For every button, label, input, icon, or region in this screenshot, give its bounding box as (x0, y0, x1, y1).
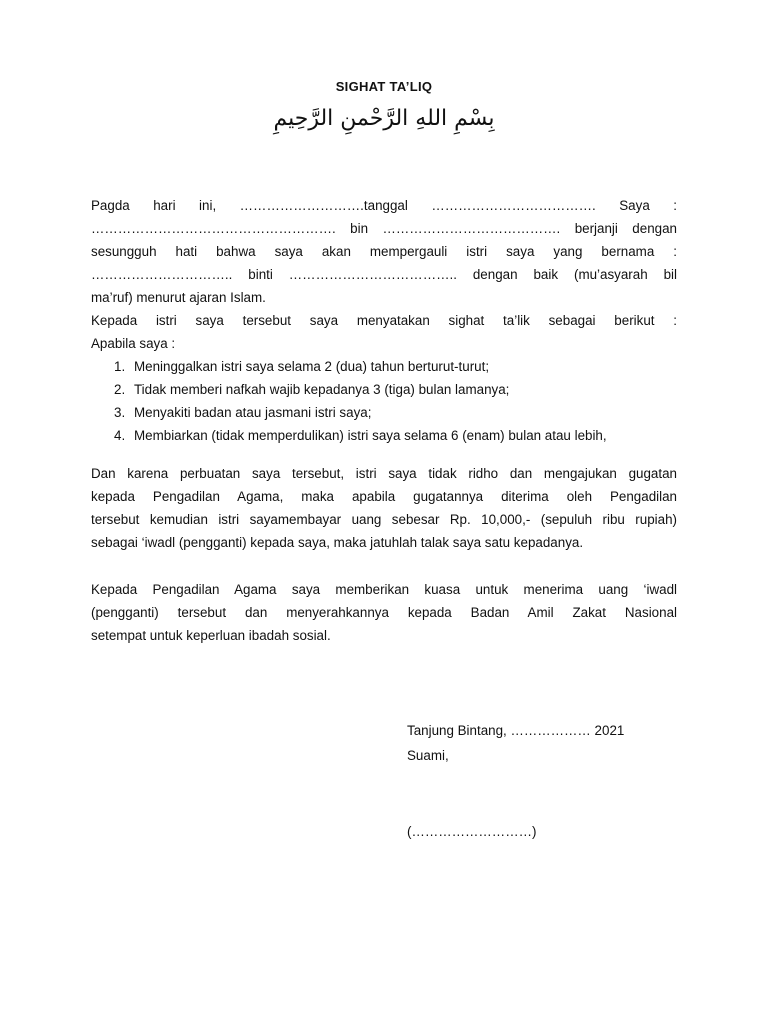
signature-role: Suami, (407, 748, 449, 763)
paragraph-line: ………………………….. binti ……………………………….. dengan baik (mu’asyarah bil (91, 267, 677, 282)
paragraph-line: sebagai ‘iwadl (pengganti) kepada saya, maka jatuhlah talak saya satu kepadanya. (91, 535, 584, 550)
list-number: 3. (114, 405, 126, 420)
power-of-attorney-paragraph (91, 578, 677, 647)
paragraph-line: ma’ruf) menurut ajaran Islam. (91, 290, 266, 305)
list-number: 1. (114, 359, 126, 374)
paragraph-line: Apabila saya : (91, 336, 176, 351)
statement-paragraph (91, 194, 677, 447)
document-title: SIGHAT TA’LIQ (335, 79, 433, 94)
list-item (91, 355, 677, 378)
paragraph-line: kepada Pengadilan Agama, maka apabila gugatannya diterima oleh Pengadilan (91, 489, 677, 504)
paragraph-line: ………………………………………………. bin …………………………………. berjanji dengan (91, 221, 677, 236)
signature-place-date: Tanjung Bintang, ……………… 2021 (407, 723, 625, 738)
list-text: Membiarkan (tidak memperdulikan) istri saya selama 6 (enam) bulan atau lebih, (134, 428, 607, 443)
paragraph-line: Kepada Pengadilan Agama saya memberikan kuasa untuk menerima uang ‘iwadl (91, 582, 677, 597)
list-number: 2. (114, 382, 126, 397)
conditions-list (91, 355, 677, 447)
signature-name-blank: (………………………) (407, 824, 537, 839)
basmala-heading: بِسْمِ اللهِ الرَّحْمنِ الرَّحِيمِ (273, 106, 495, 131)
list-text: Meninggalkan istri saya selama 2 (dua) tahun berturut-turut; (134, 359, 490, 374)
paragraph-line: Kepada istri saya tersebut saya menyatakan sighat ta’lik sebagai berikut : (91, 313, 677, 328)
list-item (91, 401, 677, 424)
paragraph-line: tersebut kemudian istri sayamembayar uang sebesar Rp. 10,000,- (sepuluh ribu rupiah) (91, 512, 677, 527)
paragraph-line: Pagda hari ini, ……………………….tanggal ………………………………. Saya : (91, 198, 677, 213)
list-item (91, 378, 677, 401)
paragraph-line: (pengganti) tersebut dan menyerahkannya kepada Badan Amil Zakat Nasional (91, 605, 677, 620)
list-number: 4. (114, 428, 126, 443)
list-item (91, 424, 677, 447)
list-text: Tidak memberi nafkah wajib kepadanya 3 (tiga) bulan lamanya; (134, 382, 510, 397)
paragraph-line: sesungguh hati bahwa saya akan mempergauli istri saya yang bernama : (91, 244, 677, 259)
lawsuit-paragraph (91, 462, 677, 554)
list-text: Menyakiti badan atau jasmani istri saya; (134, 405, 372, 420)
paragraph-line: setempat untuk keperluan ibadah sosial. (91, 628, 331, 643)
paragraph-line: Dan karena perbuatan saya tersebut, istri saya tidak ridho dan mengajukan gugatan (91, 466, 677, 481)
